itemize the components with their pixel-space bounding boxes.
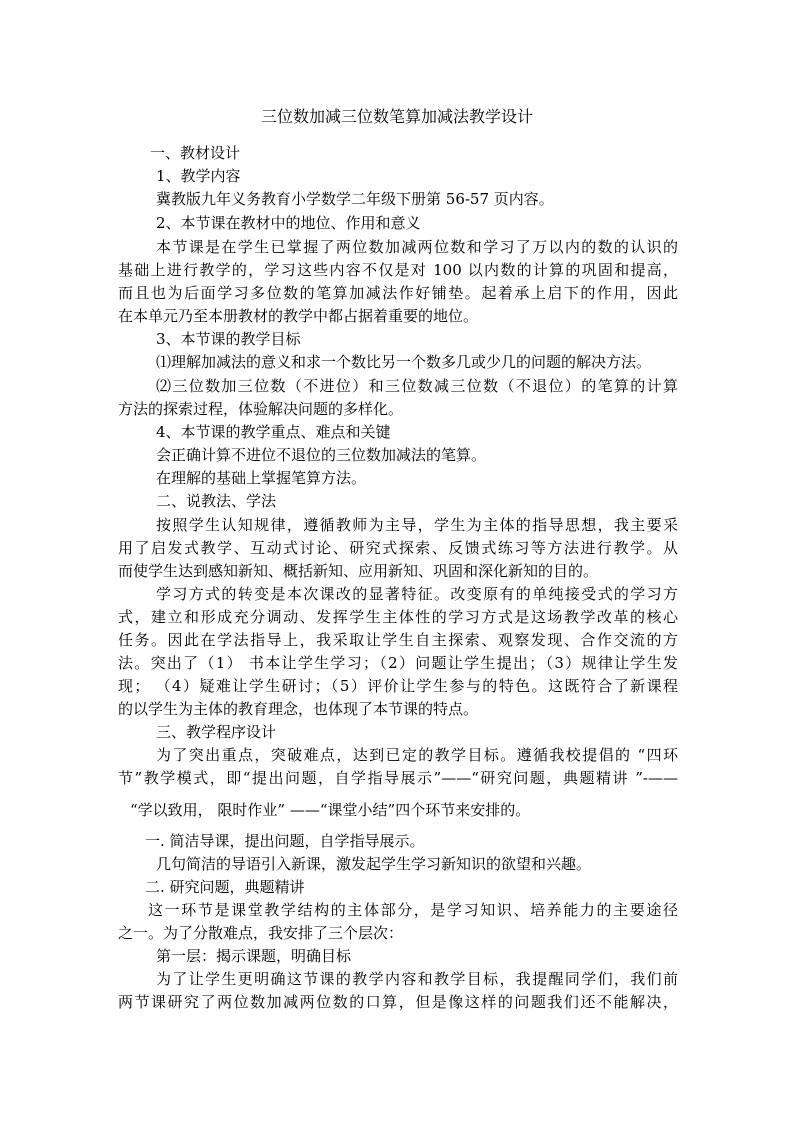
- paragraph-line: 式，建立和形成充分调动、发挥学生主体性的学习方式是这场教学改革的核心: [118, 608, 678, 626]
- paragraph-line: 现； （4）疑难让学生研讨；（5）评价让学生参与的特色。这既符合了新课程: [118, 677, 678, 695]
- paragraph-line: 按照学生认知规律，遵循教师为主导，学生为主体的指导思想，我主要采: [156, 516, 678, 534]
- paragraph-line: 两节课研究了两位数加减两位数的口算，但是像这样的问题我们还不能解决，: [118, 993, 678, 1011]
- paragraph-line: 会正确计算不进位不退位的三位数加减法的笔算。: [156, 446, 487, 464]
- paragraph-line: 而且也为后面学习多位数的笔算加减法作好铺垫。起着承上启下的作用，因此: [118, 284, 678, 302]
- section-heading-3: 三、教学程序设计: [156, 723, 277, 741]
- paragraph-line: 在本单元乃至本册教材的教学中都占据着重要的地位。: [118, 307, 479, 325]
- subsection-heading-1-1: 1、教学内容: [156, 167, 241, 185]
- paragraph-line: 而使学生达到感知新知、概括新知、应用新知、巩固和深化新知的目的。: [118, 562, 599, 580]
- layer-heading-1: 第一层：揭示课题，明确目标: [156, 947, 352, 965]
- objective-item-1: ⑴理解加减法的意义和求一个数比另一个数多几或少几的问题的解决方法。: [156, 353, 652, 371]
- paragraph-line: 基础上进行教学的，学习这些内容不仅是对 100 以内数的计算的巩固和提高，: [118, 261, 678, 279]
- paragraph-line: 法。突出了（1） 书本让学生学习；（2）问题让学生提出；（3）规律让学生发: [118, 654, 678, 672]
- paragraph-line: 为了让学生更明确这节课的教学内容和教学目标，我提醒同学们，我们前: [156, 970, 678, 988]
- paragraph-line: 学习方式的转变是本次课改的显著特征。改变原有的单纯接受式的学习方: [156, 585, 678, 603]
- paragraph-line: “学以致用， 限时作业” ——“课堂小结”四个环节来安排的。: [130, 801, 531, 819]
- paragraph-line: 之一。为了分散难点，我安排了三个层次：: [118, 924, 404, 942]
- section-heading-2: 二、说教法、学法: [156, 492, 277, 510]
- paragraph-line: 这一环节是课堂教学结构的主体部分，是学习知识、培养能力的主要途径: [148, 901, 678, 919]
- paragraph-line: 本节课是在学生已掌握了两位数加减两位数和学习了万以内的数的认识的: [156, 238, 678, 256]
- paragraph-line: 几句简洁的导语引入新课，激发起学生学习新知识的欲望和兴趣。: [156, 855, 592, 873]
- objective-item-2: ⑵三位数加三位数（不进位）和三位数减三位数（不退位）的笔算的计算: [156, 377, 678, 395]
- paragraph-line: 方法的探索过程，体验解决问题的多样化。: [118, 400, 404, 418]
- section-heading-1: 一、教材设计: [150, 144, 241, 162]
- paragraph-line: 为了突出重点，突破难点，达到已定的教学目标。遵循我校提倡的 “四环: [156, 746, 678, 764]
- subsection-heading-1-3: 3、本节课的教学目标: [156, 330, 301, 348]
- paragraph-line: 在理解的基础上掌握笔算方法。: [156, 469, 367, 487]
- document-title: 三位数加减三位数笔算加减法教学设计: [260, 107, 533, 126]
- paragraph-line: 任务。因此在学法指导上，我采取让学生自主探索、观察发现、合作交流的方: [118, 631, 678, 649]
- paragraph-line: 的以学生为主体的教育理念，也体现了本节课的特点。: [118, 700, 479, 718]
- paragraph-line: 冀教版九年义务教育小学数学二年级下册第 56-57 页内容。: [156, 190, 554, 208]
- paragraph-line: 用了启发式教学、互动式讨论、研究式探索、反馈式练习等方法进行教学。从: [118, 539, 678, 557]
- subsection-heading-1-2: 2、本节课在教材中的地位、作用和意义: [156, 214, 421, 232]
- paragraph-line: 节”教学模式，即“提出问题，自学指导展示”——“研究问题，典题精讲 ”-——: [118, 769, 678, 787]
- step-heading-1: 一. 简洁导课，提出问题，自学指导展示。: [145, 832, 425, 850]
- step-heading-2: 二. 研究问题，典题精讲: [145, 878, 305, 896]
- subsection-heading-1-4: 4、本节课的教学重点、难点和关键: [156, 423, 391, 441]
